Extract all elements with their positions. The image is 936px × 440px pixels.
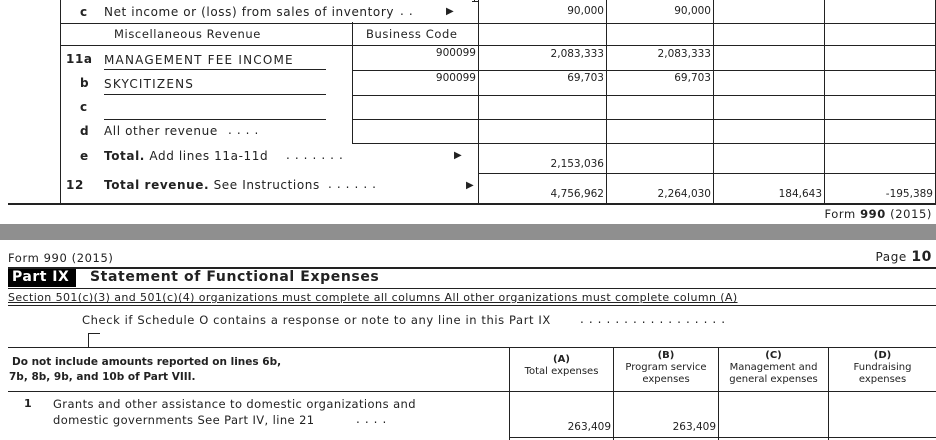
business-code: 900099	[435, 47, 476, 59]
leader-dots: . . . . . . . . . . . . . . . . .	[580, 312, 726, 326]
arrow-icon: ▶	[454, 150, 463, 161]
table-note-line1: Do not include amounts reported on lines 6b,	[12, 356, 282, 368]
part-badge	[8, 269, 76, 287]
form-footer-number: 990	[860, 207, 886, 221]
column-header-b	[614, 350, 718, 386]
cell-col-b: 2,083,333	[657, 48, 711, 60]
arrow-icon: ▶	[446, 6, 455, 17]
row-divider	[8, 391, 936, 392]
line-label-1: Grants and other assistance to domestic organizations and	[53, 397, 416, 411]
business-code-header: Business Code	[366, 27, 458, 41]
line-number: 11a	[66, 52, 93, 66]
page-number	[875, 249, 932, 265]
column-title: Management and	[729, 362, 818, 373]
cell-col-a: 2,083,333	[550, 48, 604, 60]
leader-dots: . .	[400, 4, 414, 18]
form-header-label: Form 990 (2015)	[8, 251, 114, 265]
line-label: Net income or (loss) from sales of inventory	[104, 5, 395, 19]
form-footer	[824, 207, 932, 221]
line-number: c	[80, 5, 88, 19]
line-label: SKYCITIZENS	[104, 77, 195, 91]
row-divider	[478, 173, 936, 174]
cell-col-b: 69,703	[674, 72, 711, 84]
line-label: All other revenue	[104, 124, 218, 138]
business-code-col-line	[352, 22, 353, 144]
row-divider	[60, 45, 936, 46]
line-number: e	[80, 149, 89, 163]
page-separator	[0, 224, 936, 240]
cell-col-a: 4,756,962	[550, 188, 604, 200]
line-label	[104, 149, 268, 163]
table-note-line2: 7b, 8b, 9b, and 10b of Part VIII.	[9, 371, 196, 383]
row-divider	[352, 119, 936, 120]
cell-col-a: 69,703	[567, 72, 604, 84]
leader-dots: . . . . . .	[328, 177, 377, 191]
line-label-text: Add lines 11a-11d	[149, 149, 269, 163]
write-in-underline	[104, 69, 326, 70]
write-in-underline	[104, 94, 326, 95]
schedule-o-checkbox[interactable]	[88, 333, 100, 347]
part-badge-text: Part IX	[12, 269, 70, 285]
form-footer-year: (2015)	[890, 207, 932, 221]
row-divider	[60, 23, 936, 24]
column-header-a	[510, 354, 613, 378]
line-number: b	[80, 76, 90, 90]
leader-dots: . . . .	[356, 412, 387, 426]
column-header-c	[719, 350, 828, 386]
cell-col-b: 263,409	[672, 421, 716, 433]
section-bottom-line	[8, 203, 936, 205]
cell-col-b: 90,000	[674, 5, 711, 17]
column-letter: (A)	[553, 354, 570, 365]
leader-dots: . . . .	[228, 123, 259, 137]
line-label-bold: Total.	[104, 149, 145, 163]
column-letter: (D)	[873, 350, 892, 361]
line-label: MANAGEMENT FEE INCOME	[104, 53, 294, 67]
cell-col-a: 90,000	[567, 5, 604, 17]
cell-col-b: 2,264,030	[657, 188, 711, 200]
header-rule	[8, 305, 936, 306]
frame-line	[60, 0, 61, 204]
row-divider	[509, 437, 936, 438]
cell-col-a: 2,153,036	[550, 158, 604, 170]
column-letter: (B)	[657, 350, 675, 361]
column-title-2: expenses	[642, 374, 690, 385]
cell-col-a: 263,409	[567, 421, 611, 433]
business-code: 900099	[435, 72, 476, 84]
instruction-text: Section 501(c)(3) and 501(c)(4) organizations must complete all columns All other organizations must complete column (A)	[8, 291, 738, 304]
line-number: 12	[66, 178, 84, 192]
row-divider	[352, 143, 936, 144]
column-title-2: expenses	[858, 374, 907, 385]
line-number: d	[80, 124, 90, 138]
write-in-underline	[104, 119, 326, 120]
column-letter: (C)	[765, 350, 782, 361]
column-header-d	[829, 350, 936, 386]
schedule-o-label: Check if Schedule O contains a response or note to any line in this Part IX	[82, 313, 551, 327]
line-label-text: See Instructions	[213, 178, 320, 192]
line-number: c	[80, 100, 88, 114]
arrow-icon: ▶	[466, 180, 475, 191]
row-divider	[352, 95, 936, 96]
line-label-bold: Total revenue.	[104, 178, 210, 192]
column-title-2: general expenses	[729, 374, 818, 385]
row-divider	[352, 70, 936, 71]
leader-dots: . . . . . . .	[286, 148, 344, 162]
form-footer-prefix: Form	[824, 207, 856, 221]
column-title: Total expenses	[524, 366, 599, 377]
column-title: Program service	[625, 362, 707, 373]
part-title: Statement of Functional Expenses	[90, 269, 380, 285]
column-title: Fundraising	[853, 362, 912, 373]
header-rule	[8, 288, 936, 289]
page-prefix: Page	[875, 250, 907, 264]
cell-col-d: -195,389	[885, 188, 933, 200]
line-label	[104, 178, 320, 192]
line-number: 1	[24, 397, 33, 410]
header-rule	[8, 347, 936, 348]
misc-revenue-header: Miscellaneous Revenue	[114, 27, 261, 41]
page-num: 10	[911, 249, 932, 265]
cell-col-c: 184,643	[778, 188, 822, 200]
line-label-2: domestic governments See Part IV, line 21	[53, 413, 315, 427]
